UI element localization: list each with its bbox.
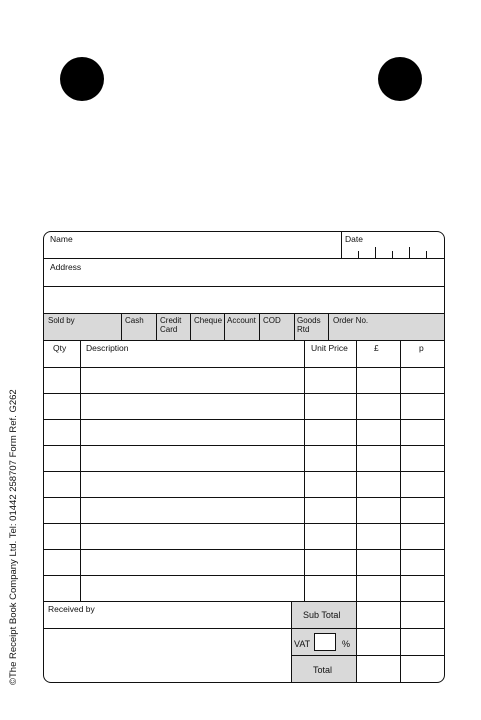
punch-hole-left [60, 57, 104, 101]
date-label: Date [345, 234, 363, 244]
name-label: Name [50, 234, 73, 244]
vat-rate-box[interactable] [314, 633, 336, 651]
address-label: Address [50, 262, 82, 272]
receipt-form [43, 231, 445, 683]
description-header: Description [86, 343, 129, 353]
cheque-label: Cheque [194, 316, 223, 325]
order-no-label: Order No. [333, 316, 369, 325]
credit-card-label: Credit Card [160, 316, 182, 334]
goods-rtd-label: Goods Rtd [297, 316, 321, 334]
total-label: Total [313, 665, 333, 675]
cash-label: Cash [125, 316, 144, 325]
received-by-label: Received by [48, 604, 95, 614]
pence-header: p [419, 343, 424, 353]
pounds-header: £ [374, 343, 379, 353]
publisher-imprint: ©The Receipt Book Company Ltd. Tel: 01442 258707 Form Ref. G262 [8, 389, 19, 685]
sold-by-label: Sold by [48, 316, 75, 325]
percent-sign: % [342, 639, 351, 649]
account-label: Account [227, 316, 256, 325]
vat-label: VAT [294, 639, 311, 649]
unit-price-header: Unit Price [311, 343, 348, 353]
sub-total-label: Sub Total [303, 610, 341, 620]
punch-hole-right [378, 57, 422, 101]
qty-header: Qty [53, 343, 67, 353]
cod-label: COD [263, 316, 281, 325]
